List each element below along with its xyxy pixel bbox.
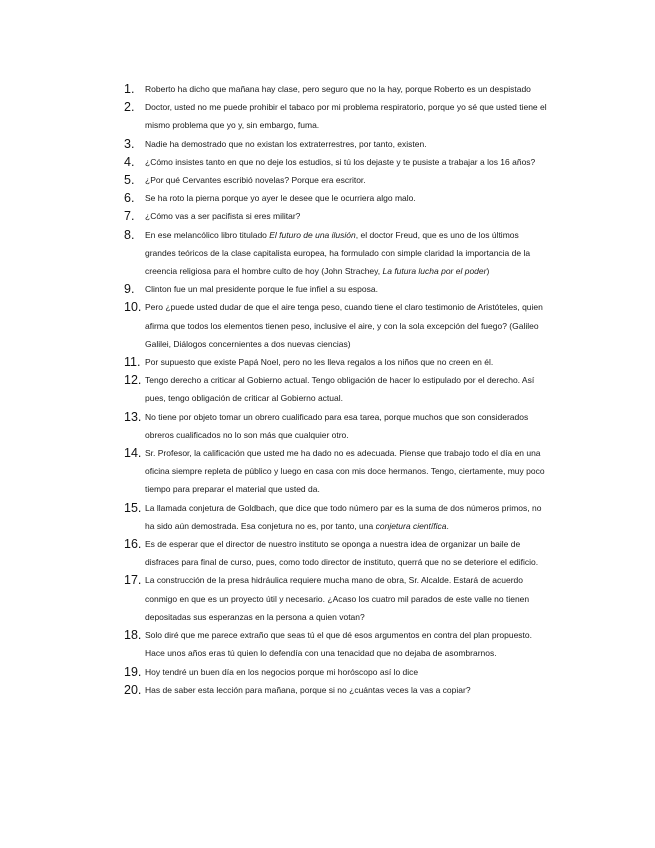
text-run: Por supuesto que existe Papá Noel, pero no les lleva regalos a los niños que no creen en él.: [145, 357, 494, 368]
text-run: Nadie ha demostrado que no existan los extraterrestres, por tanto, existen.: [145, 138, 427, 149]
item-text: [145, 535, 548, 571]
list-item: [124, 681, 548, 699]
italic-title: El futuro de una ilusión: [269, 229, 356, 240]
text-run: Roberto ha dicho que mañana hay clase, pero seguro que no la hay, porque Roberto es un despistado: [145, 84, 531, 94]
list-item: [124, 207, 548, 225]
text-run: No tiene por objeto tomar un obrero cualificado para esa tarea, porque muchos que son considerados obreros cualificados no lo son más que cualquier otro.: [145, 411, 529, 440]
item-number: 10.: [124, 300, 142, 315]
item-number: 17.: [124, 573, 142, 588]
item-text: [145, 207, 548, 225]
item-number: 18.: [124, 628, 142, 643]
text-run: .: [446, 520, 449, 531]
item-text: [145, 571, 548, 626]
item-number: 8.: [124, 227, 135, 242]
item-text: [145, 499, 548, 535]
item-text: [145, 663, 548, 681]
item-text: [145, 353, 548, 371]
item-number: 6.: [124, 191, 135, 206]
text-run: La construcción de la presa hidráulica requiere mucha mano de obra, Sr. Alcalde. Estará de acuerdo conmigo en que es un proyecto útil y necesario. ¿Acaso los cuatro mil parados de este valle no tienen depositadas sus esperanzas en la persona a quien votan?: [145, 575, 530, 622]
item-text: [145, 626, 548, 662]
list-item: [124, 135, 548, 153]
item-number: 4.: [124, 154, 135, 169]
exercise-list: [124, 80, 548, 699]
item-text: [145, 135, 548, 153]
list-item: [124, 153, 548, 171]
list-item: [124, 298, 548, 353]
list-item: [124, 171, 548, 189]
text-run: Doctor, usted no me puede prohibir el tabaco por mi problema respiratorio, porque yo sé que usted tiene el mismo problema que yo y, sin embargo, fuma.: [145, 102, 547, 131]
list-item: [124, 626, 548, 662]
list-item: [124, 663, 548, 681]
item-number: 15.: [124, 500, 142, 515]
item-text: [145, 444, 548, 499]
text-run: En ese melancólico libro titulado: [145, 229, 270, 240]
item-number: 7.: [124, 209, 135, 224]
text-run: Se ha roto la pierna porque yo ayer le desee que le ocurriera algo malo.: [145, 193, 416, 204]
item-number: 12.: [124, 373, 142, 388]
list-item: [124, 444, 548, 499]
text-run: Has de saber esta lección para mañana, porque si no ¿cuántas veces la vas a copiar?: [145, 684, 471, 695]
item-number: 9.: [124, 282, 135, 297]
list-item: [124, 353, 548, 371]
text-run: Sr. Profesor, la calificación que usted me ha dado no es adecuada. Piense que trabajo todo el día en una oficina siempre repleta de público y luego en casa con mis doce hermanos. Tengo, ciertamente, muy poco tiempo para preparar el material que usted da.: [145, 448, 545, 495]
list-item: [124, 571, 548, 626]
italic-title: conjetura científica: [375, 520, 447, 531]
item-number: 19.: [124, 664, 142, 679]
item-text: [145, 371, 548, 407]
text-run: Solo diré que me parece extraño que seas tú el que dé esos argumentos en contra del plan propuesto. Hace unos años eras tú quien lo defendía con una tenacidad que no dejaba de asombrarnos.: [145, 630, 533, 659]
item-number: 13.: [124, 409, 142, 424]
item-text: [145, 408, 548, 444]
item-number: 14.: [124, 446, 142, 461]
list-item: [124, 408, 548, 444]
item-text: [145, 280, 548, 298]
item-number: 16.: [124, 537, 142, 552]
item-text: [145, 153, 548, 171]
item-number: 20.: [124, 682, 142, 697]
item-text: [145, 189, 548, 207]
item-number: 5.: [124, 173, 135, 188]
list-item: [124, 280, 548, 298]
text-run: Tengo derecho a criticar al Gobierno actual. Tengo obligación de hacer lo estipulado por el derecho. Así pues, tengo obligación de criticar al Gobierno actual.: [145, 375, 535, 404]
text-run: Clinton fue un mal presidente porque le fue infiel a su esposa.: [145, 284, 378, 295]
item-number: 3.: [124, 136, 135, 151]
list-item: [124, 226, 548, 281]
item-text: [145, 171, 548, 189]
text-run: , el doctor Freud, que es uno de los últimos grandes teóricos de la clase capitalista europea, ha formulado con simple claridad la importancia de la creencia religiosa para el hombre culto de hoy (John Strachey,: [145, 229, 531, 277]
text-run: Hoy tendré un buen día en los negocios porque mi horóscopo así lo dice: [145, 666, 419, 677]
list-item: [124, 80, 548, 98]
item-text: [145, 80, 548, 98]
item-text: [145, 226, 548, 281]
text-run: Es de esperar que el director de nuestro instituto se oponga a nuestra idea de organizar un baile de disfraces para final de curso, pues, como todo director de instituto, querrá que no se deteriore el edificio.: [145, 539, 539, 568]
list-item: [124, 499, 548, 535]
list-item: [124, 371, 548, 407]
text-run: ): [486, 266, 490, 277]
text-run: La llamada conjetura de Goldbach, que dice que todo número par es la suma de dos números primos, no ha sido aún demostrada. Esa conjetura no es, por tanto, una: [145, 502, 542, 531]
text-run: ¿Cómo insistes tanto en que no deje los estudios, si tú los dejaste y te pusiste a trabajar a los 16 años?: [145, 156, 536, 167]
item-number: 11.: [124, 355, 141, 370]
item-text: [145, 681, 548, 699]
text-run: ¿Cómo vas a ser pacifista si eres militar?: [145, 211, 301, 222]
list-item: [124, 535, 548, 571]
italic-title: La futura lucha por el poder: [382, 266, 487, 277]
item-text: [145, 98, 548, 134]
item-number: 2.: [124, 100, 135, 115]
item-text: [145, 298, 548, 353]
list-item: [124, 189, 548, 207]
list-item: [124, 98, 548, 134]
text-run: Pero ¿puede usted dudar de que el aire tenga peso, cuando tiene el claro testimonio de Aristóteles, quien afirma que todos los elementos tienen peso, inclusive el aire, y con la sola excepción del fuego? (Galileo Galilei, Diálogos concernientes a dos nuevas ciencias): [145, 302, 543, 349]
text-run: ¿Por qué Cervantes escribió novelas? Porque era escritor.: [145, 175, 366, 186]
item-number: 1.: [124, 82, 135, 96]
